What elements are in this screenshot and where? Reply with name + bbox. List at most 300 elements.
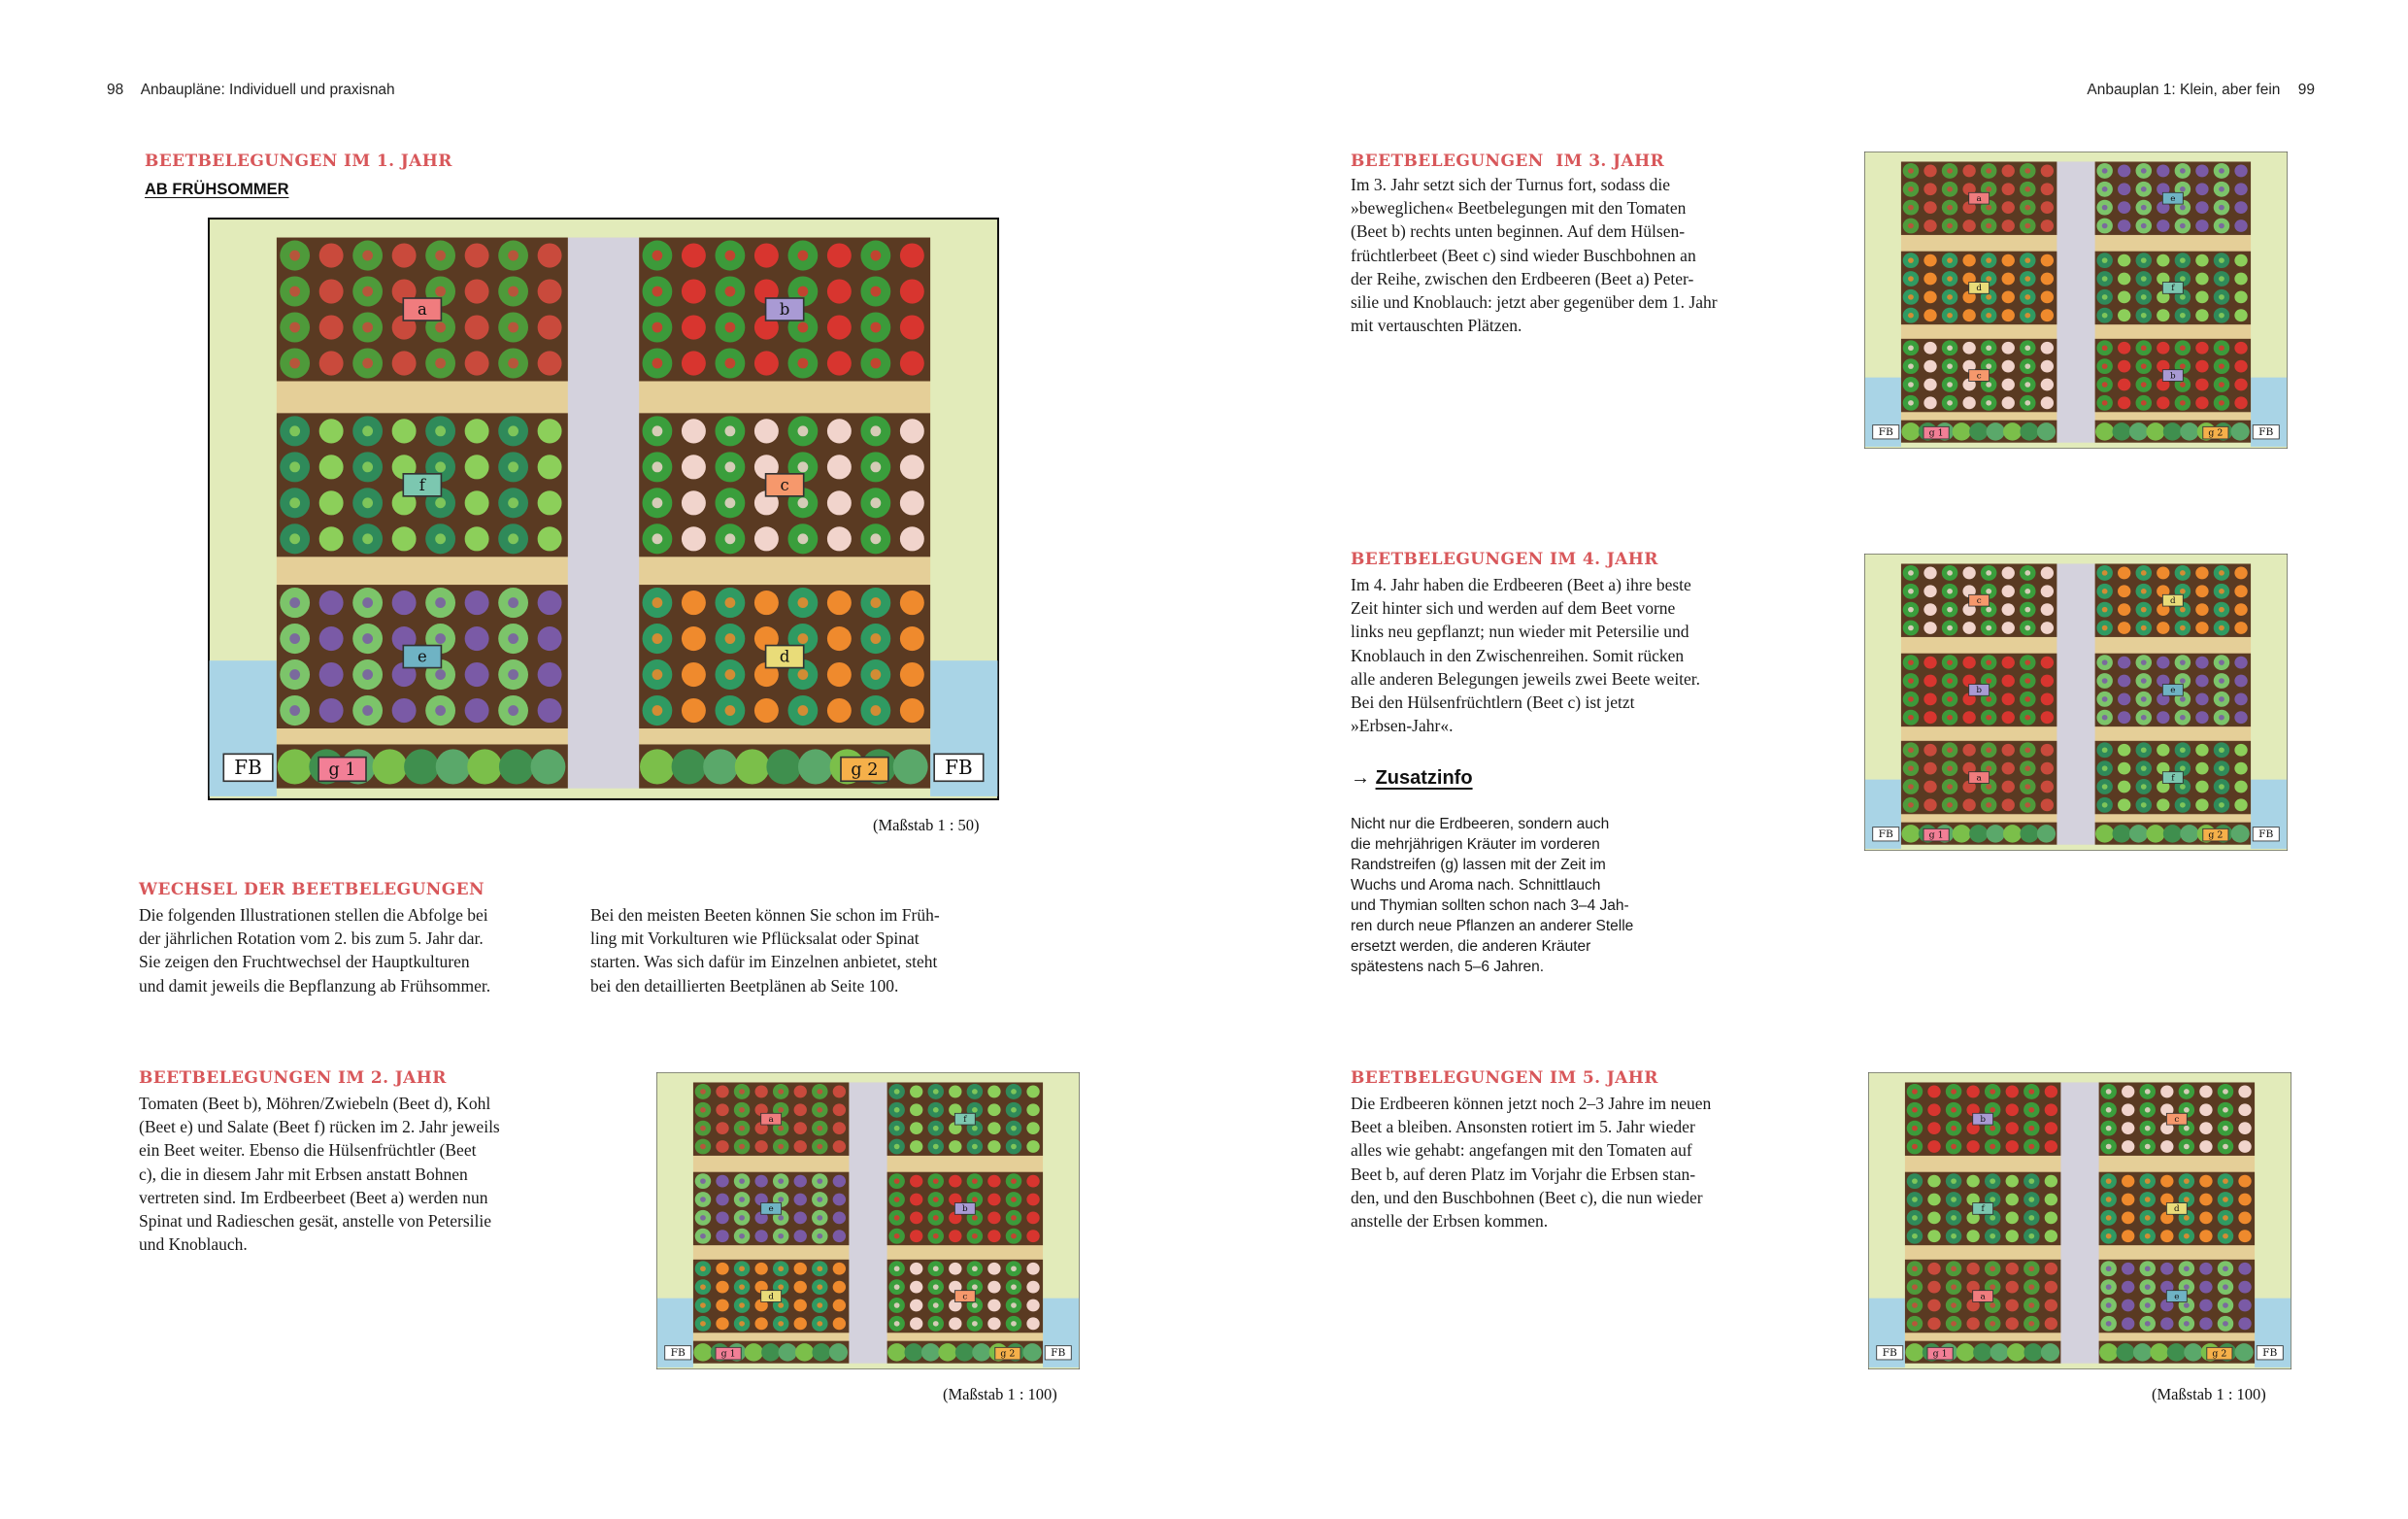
bed-label: e xyxy=(768,1204,774,1215)
right-page-title: Anbauplan 1: Klein, aber fein xyxy=(2087,82,2281,98)
plant xyxy=(2180,678,2186,684)
plant xyxy=(2199,1085,2212,1097)
plant xyxy=(725,287,736,297)
text-line: links neu gepflanzt; nun wieder mit Petersilie und xyxy=(1351,622,1689,642)
plant xyxy=(778,1126,784,1131)
herb-plant xyxy=(2146,825,2164,842)
plant xyxy=(716,1211,728,1224)
g1-label: g 1 xyxy=(1928,829,1944,841)
plant xyxy=(435,705,446,716)
plant xyxy=(362,461,373,472)
bed-b xyxy=(1901,654,2057,726)
plant xyxy=(827,279,852,303)
plant xyxy=(2180,570,2186,576)
scale-year-2: (Maßstab 1 : 100) xyxy=(943,1385,1057,1403)
plant xyxy=(725,322,736,333)
plant xyxy=(2223,1089,2228,1095)
plant xyxy=(2118,657,2130,669)
plant xyxy=(1011,1089,1017,1095)
plant xyxy=(2195,781,2208,793)
plant xyxy=(538,351,562,375)
plant xyxy=(1986,659,1991,665)
plant xyxy=(1986,625,1991,631)
plant xyxy=(1912,1089,1918,1095)
plant xyxy=(682,243,706,267)
plant xyxy=(972,1215,978,1221)
plant xyxy=(2141,696,2147,702)
plant xyxy=(739,1302,745,1308)
plant xyxy=(2234,585,2247,597)
plant xyxy=(2234,711,2247,724)
plant xyxy=(778,1197,784,1202)
plant xyxy=(2028,1197,2034,1202)
plant xyxy=(2024,747,2030,753)
plant xyxy=(2234,290,2247,303)
plant xyxy=(894,1126,900,1131)
plant xyxy=(2024,765,2030,771)
bed-d xyxy=(639,585,930,728)
plant xyxy=(1908,345,1914,351)
herb-plant xyxy=(938,1343,956,1361)
plant xyxy=(827,455,852,479)
plant xyxy=(794,1211,807,1224)
plant xyxy=(910,1230,922,1242)
plant xyxy=(2122,1230,2134,1242)
plant xyxy=(1923,273,1936,286)
plant xyxy=(987,1211,1000,1224)
plant xyxy=(972,1089,978,1095)
plant xyxy=(362,251,373,261)
plant xyxy=(2006,1140,2019,1153)
plant xyxy=(972,1197,978,1202)
plant xyxy=(2041,781,2054,793)
text-line: Beet a bleiben. Ansonsten rotiert im 5. Jahr wieder xyxy=(1351,1117,1695,1137)
plant xyxy=(2041,762,2054,775)
plant xyxy=(2184,1302,2190,1308)
plant xyxy=(725,497,736,508)
text-line: Nicht nur die Erdbeeren, sondern auch xyxy=(1351,816,1610,832)
plant xyxy=(1947,276,1953,282)
bed-c xyxy=(887,1260,1043,1333)
plant xyxy=(2195,309,2208,321)
plant xyxy=(1947,205,1953,211)
plant xyxy=(2002,273,2015,286)
plant xyxy=(1026,1230,1039,1242)
plant xyxy=(754,698,779,723)
plant xyxy=(435,633,446,644)
bed-c xyxy=(1901,563,2057,636)
plant xyxy=(794,1175,807,1188)
herb-plant xyxy=(1905,1343,1923,1361)
bed-label: f xyxy=(2171,773,2175,784)
plant xyxy=(2041,164,2054,177)
plant xyxy=(1923,201,1936,214)
text-line: alle anderen Belegungen jeweils zwei Beete weiter. xyxy=(1351,668,1701,689)
plant xyxy=(435,497,446,508)
page-number-right: 99 xyxy=(2297,82,2315,98)
plant xyxy=(362,287,373,297)
herb-plant xyxy=(1969,422,1988,440)
text-line: Sie zeigen den Fruchtwechsel der Hauptkulturen xyxy=(139,952,470,972)
plant xyxy=(2045,1085,2057,1097)
bed-label: d xyxy=(779,647,790,666)
plant xyxy=(2122,1140,2134,1153)
plant xyxy=(894,1197,900,1202)
plant xyxy=(508,597,518,608)
bed-f xyxy=(1905,1172,2060,1245)
text-line: Randstreifen (g) lassen mit der Zeit im xyxy=(1351,857,1606,873)
plant xyxy=(2157,622,2169,634)
plant xyxy=(2002,309,2015,321)
plant xyxy=(2002,657,2015,669)
plant xyxy=(1026,1263,1039,1275)
plant xyxy=(2184,1321,2190,1327)
plant xyxy=(2145,1107,2151,1113)
heading-year-3: BEETBELEGUNGEN IM 3. JAHR xyxy=(1351,152,1665,171)
herb-plant xyxy=(812,1343,830,1361)
plant xyxy=(1011,1233,1017,1239)
plant xyxy=(435,251,446,261)
plant xyxy=(2002,201,2015,214)
herb-plant xyxy=(921,1343,940,1361)
plant xyxy=(1011,1178,1017,1184)
plant xyxy=(2195,603,2208,616)
year-5-text xyxy=(1351,1092,1797,1232)
plant xyxy=(1986,589,1991,594)
plant xyxy=(716,1085,728,1097)
plant xyxy=(700,1266,706,1271)
plant xyxy=(870,669,881,680)
plant xyxy=(2223,1233,2228,1239)
bed-label: b xyxy=(2170,371,2176,382)
plant xyxy=(827,315,852,339)
plant xyxy=(1927,1103,1940,1116)
herb-plant xyxy=(893,749,928,784)
plant xyxy=(2219,784,2224,790)
plant xyxy=(2106,1215,2112,1221)
wechsel-text-col1 xyxy=(139,903,566,997)
bed-label: d xyxy=(2170,596,2176,606)
plant xyxy=(1962,798,1975,811)
plant xyxy=(2028,1215,2034,1221)
herb-plant xyxy=(2112,825,2130,842)
plant xyxy=(797,705,808,716)
fb-label-left: FB xyxy=(1878,426,1893,439)
plant xyxy=(2002,798,2015,811)
plant xyxy=(2180,784,2186,790)
plant xyxy=(2145,1284,2151,1290)
plant xyxy=(2118,781,2130,793)
herb-plant xyxy=(972,1343,990,1361)
herb-plant xyxy=(955,1343,974,1361)
plant xyxy=(1908,802,1914,808)
plant xyxy=(870,633,881,644)
plant xyxy=(2045,1103,2057,1116)
plant xyxy=(2145,1266,2151,1271)
text-line: »Erbsen-Jahr«. xyxy=(1351,716,1454,736)
plant xyxy=(2002,603,2015,616)
plant xyxy=(435,597,446,608)
plant xyxy=(778,1233,784,1239)
plant xyxy=(1908,223,1914,229)
fb-label-left: FB xyxy=(234,755,262,780)
plant xyxy=(2024,400,2030,406)
plant xyxy=(2180,186,2186,192)
plant xyxy=(1923,762,1936,775)
text-line: früchtlerbeet (Beet c) sind wieder Buschbohnen an xyxy=(1351,245,1696,265)
plant xyxy=(2141,678,2147,684)
plant xyxy=(794,1317,807,1330)
plant xyxy=(1927,1281,1940,1294)
plant xyxy=(319,419,344,443)
plant xyxy=(2219,765,2224,771)
plant xyxy=(362,533,373,544)
plant xyxy=(894,1302,900,1308)
bed-f xyxy=(2095,741,2251,814)
herb-plant xyxy=(373,749,408,784)
herb-plant xyxy=(2003,422,2022,440)
plant xyxy=(1947,313,1953,319)
plant xyxy=(362,705,373,716)
plant xyxy=(1986,168,1991,174)
plant xyxy=(972,1126,978,1131)
plant xyxy=(2234,360,2247,373)
plant xyxy=(2234,622,2247,634)
plant xyxy=(2234,342,2247,354)
plant xyxy=(794,1103,807,1116)
plant xyxy=(2238,1194,2251,1206)
plant xyxy=(2024,257,2030,263)
plant xyxy=(725,705,736,716)
plant xyxy=(682,626,706,651)
fb-label-right: FB xyxy=(945,755,973,780)
plant xyxy=(1026,1211,1039,1224)
text-line: (Beet b) rechts unten beginnen. Auf dem Hülsen- xyxy=(1351,221,1686,242)
plant xyxy=(2157,566,2169,579)
plant xyxy=(2041,360,2054,373)
plant xyxy=(2006,1211,2019,1224)
plant xyxy=(2141,784,2147,790)
bed-f xyxy=(277,413,568,557)
plant xyxy=(2024,345,2030,351)
plant xyxy=(1947,784,1953,790)
plan-year-5 xyxy=(1868,1072,2291,1369)
plant xyxy=(1986,382,1991,388)
plant xyxy=(1966,1175,1979,1188)
plant xyxy=(2199,1317,2212,1330)
plant xyxy=(319,526,344,551)
plant xyxy=(1966,1317,1979,1330)
plant xyxy=(2106,1321,2112,1327)
plant xyxy=(754,591,779,615)
plant xyxy=(362,322,373,333)
g1-label: g 1 xyxy=(1928,427,1944,439)
plant xyxy=(2024,589,2030,594)
plant xyxy=(817,1266,822,1271)
plant xyxy=(2028,1144,2034,1150)
plant xyxy=(2234,273,2247,286)
plant xyxy=(2234,603,2247,616)
plant xyxy=(817,1107,822,1113)
plant xyxy=(2118,711,2130,724)
zusatzinfo-label: Zusatzinfo xyxy=(1375,767,1473,789)
plant xyxy=(1912,1284,1918,1290)
plant xyxy=(2157,254,2169,267)
plant xyxy=(2199,1300,2212,1312)
plant xyxy=(827,351,852,375)
plant xyxy=(2180,313,2186,319)
plant xyxy=(972,1178,978,1184)
plant xyxy=(2106,1178,2112,1184)
plant xyxy=(1986,257,1991,263)
zusatzinfo-text xyxy=(1351,814,1671,977)
herb-plant xyxy=(1901,825,1920,842)
plant xyxy=(2145,1197,2151,1202)
plant xyxy=(1011,1197,1017,1202)
plant xyxy=(2223,1215,2228,1221)
plant xyxy=(1962,396,1975,409)
herb-plant xyxy=(467,749,502,784)
text-line: der Reihe, zwischen den Erdbeeren (Beet a) Peter- xyxy=(1351,268,1694,288)
plant xyxy=(870,497,881,508)
plant xyxy=(1908,747,1914,753)
plant xyxy=(1962,219,1975,232)
plant xyxy=(1966,1263,1979,1275)
plant xyxy=(2045,1194,2057,1206)
plant xyxy=(2041,342,2054,354)
plant xyxy=(2145,1233,2151,1239)
plant xyxy=(833,1281,846,1294)
plant xyxy=(817,1321,822,1327)
plant xyxy=(778,1089,784,1095)
plant xyxy=(2234,675,2247,688)
plant xyxy=(894,1107,900,1113)
plant xyxy=(2102,625,2108,631)
plant xyxy=(1947,186,1953,192)
plant xyxy=(797,251,808,261)
plant xyxy=(2238,1300,2251,1312)
plant xyxy=(1951,1321,1956,1327)
plant xyxy=(2118,183,2130,195)
plant xyxy=(2002,396,2015,409)
plant xyxy=(289,461,300,472)
plant xyxy=(1923,622,1936,634)
plant xyxy=(2184,1126,2190,1131)
plant xyxy=(1923,781,1936,793)
plant xyxy=(319,455,344,479)
plant xyxy=(652,358,663,369)
plant xyxy=(2102,784,2108,790)
plant xyxy=(1908,382,1914,388)
heading-wechsel: WECHSEL DER BEETBELEGUNGEN xyxy=(139,880,485,899)
plant xyxy=(1947,659,1953,665)
plant xyxy=(1947,765,1953,771)
plant xyxy=(2219,570,2224,576)
plant xyxy=(2199,1122,2212,1134)
plant xyxy=(2002,360,2015,373)
left-page-title: Anbaupläne: Individuell und praxisnah xyxy=(140,82,395,98)
plant xyxy=(2106,1233,2112,1239)
plant xyxy=(827,626,852,651)
plant xyxy=(2219,363,2224,369)
plant xyxy=(1011,1144,1017,1150)
plant xyxy=(2195,675,2208,688)
plant xyxy=(870,251,881,261)
herb-plant xyxy=(278,749,313,784)
plant xyxy=(870,533,881,544)
plant xyxy=(289,533,300,544)
zusatzinfo-link[interactable] xyxy=(1351,767,1473,790)
plant xyxy=(362,425,373,436)
plant xyxy=(817,1089,822,1095)
text-line: und damit jeweils die Bepflanzung ab Frühsommer. xyxy=(139,975,491,996)
plant xyxy=(910,1103,922,1116)
plant xyxy=(1908,715,1914,721)
plant xyxy=(289,705,300,716)
bed-a xyxy=(277,238,568,382)
plant xyxy=(1908,363,1914,369)
plant xyxy=(652,251,663,261)
plant xyxy=(1026,1281,1039,1294)
plant xyxy=(700,1302,706,1308)
plant xyxy=(2041,273,2054,286)
plant xyxy=(910,1281,922,1294)
plant xyxy=(2195,798,2208,811)
plant xyxy=(2024,570,2030,576)
text-line: vertreten sind. Im Erdbeerbeet (Beet a) werden nun xyxy=(139,1187,488,1207)
scale-year-5: (Maßstab 1 : 100) xyxy=(2152,1385,2266,1403)
plant xyxy=(739,1126,745,1131)
plant xyxy=(739,1197,745,1202)
plant xyxy=(2195,585,2208,597)
text-line: Die Erdbeeren können jetzt noch 2–3 Jahre im neuen xyxy=(1351,1094,1712,1113)
plant xyxy=(2141,276,2147,282)
plant xyxy=(2219,625,2224,631)
plant xyxy=(900,626,924,651)
plant xyxy=(1951,1266,1956,1271)
plant xyxy=(2024,382,2030,388)
plant xyxy=(2238,1175,2251,1188)
plant xyxy=(2238,1085,2251,1097)
plant xyxy=(1990,1144,1995,1150)
plant xyxy=(2102,747,2108,753)
plant xyxy=(2118,273,2130,286)
plant xyxy=(2141,400,2147,406)
plant xyxy=(2118,396,2130,409)
plant xyxy=(1986,223,1991,229)
bed-label: c xyxy=(2174,1115,2180,1125)
plant xyxy=(2234,379,2247,391)
herb-plant xyxy=(2099,1343,2118,1361)
plant xyxy=(949,1263,961,1275)
plant xyxy=(2160,1317,2173,1330)
plant xyxy=(2184,1284,2190,1290)
plant xyxy=(833,1300,846,1312)
plant xyxy=(2180,802,2186,808)
plant xyxy=(778,1302,784,1308)
plant xyxy=(2024,607,2030,613)
plant xyxy=(2002,254,2015,267)
plant xyxy=(2180,363,2186,369)
plant xyxy=(465,315,489,339)
plant xyxy=(1986,294,1991,300)
plant xyxy=(933,1284,939,1290)
plant xyxy=(2102,294,2108,300)
plant xyxy=(652,425,663,436)
plant xyxy=(2041,219,2054,232)
plant xyxy=(2195,711,2208,724)
plant xyxy=(1927,1211,1940,1224)
